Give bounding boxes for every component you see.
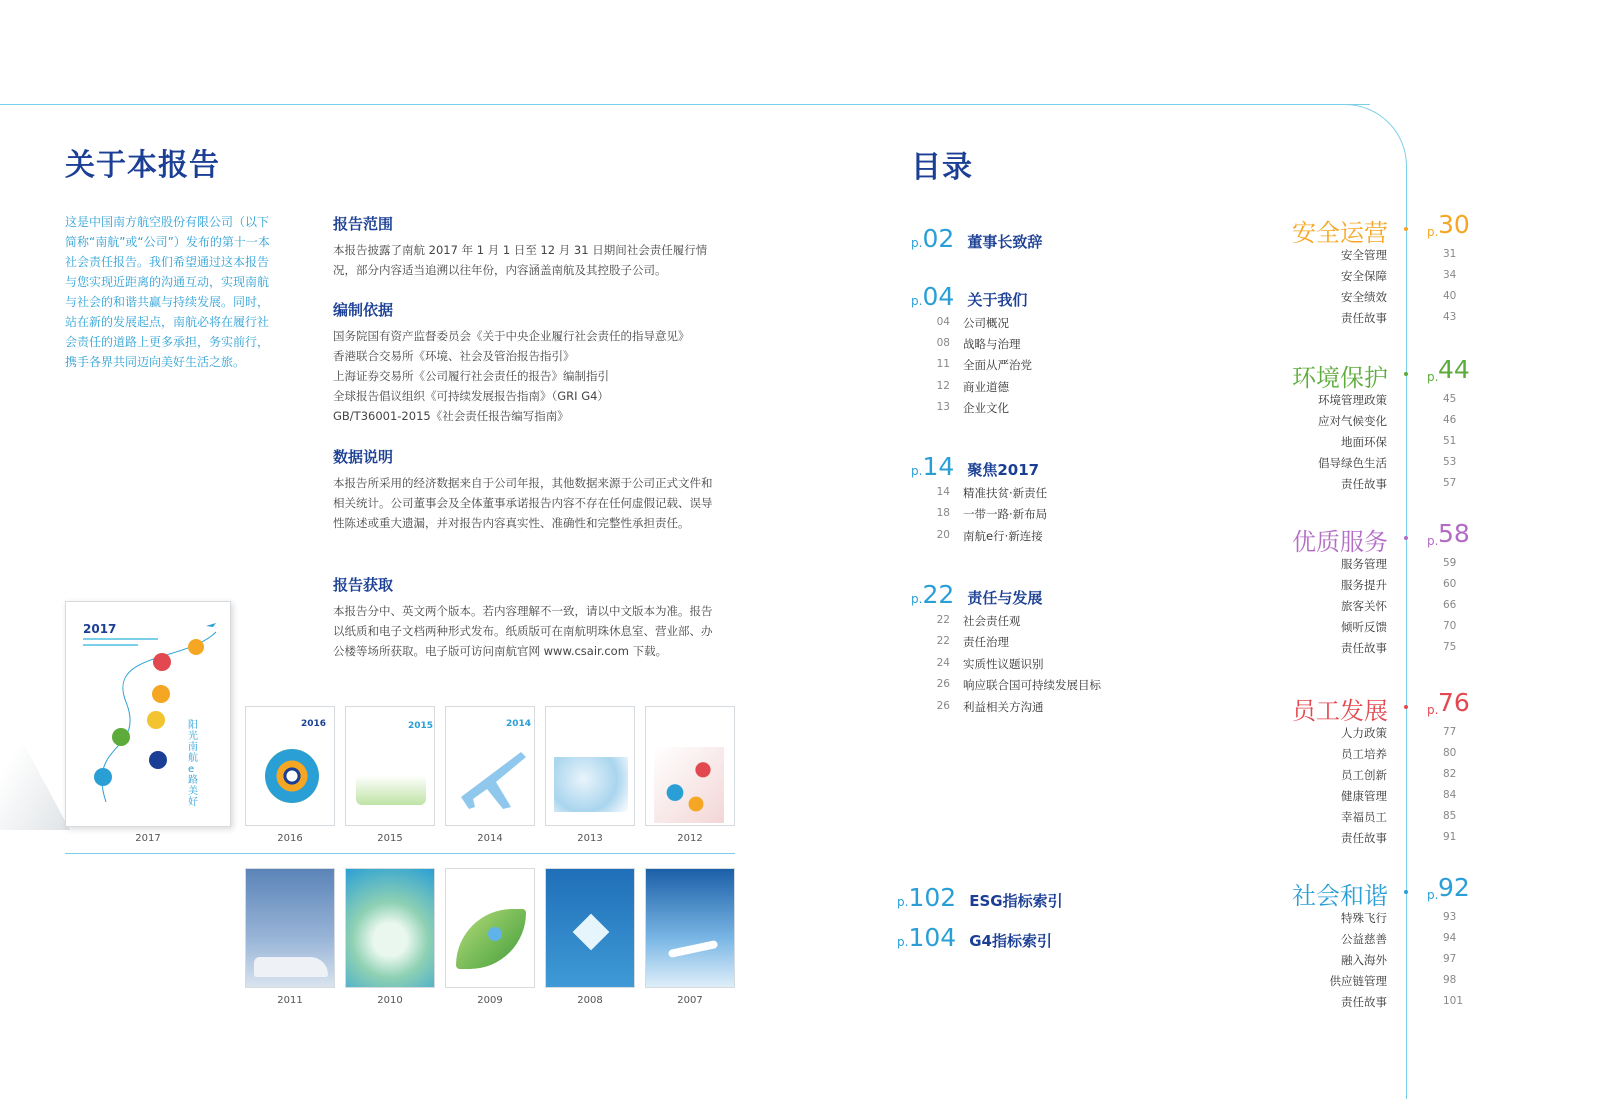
- toc-sub-number: 18: [936, 507, 950, 519]
- cover-year: 2014: [477, 833, 503, 844]
- about-title: 关于本报告: [65, 148, 220, 183]
- category-item-page: 93: [1443, 911, 1457, 923]
- category-item-page: 70: [1443, 620, 1457, 632]
- cover-sun-wheel: [265, 749, 319, 803]
- cover-year: 2007: [677, 995, 703, 1006]
- category-item[interactable]: 安全管理: [1341, 248, 1387, 262]
- cover-year: 2017: [135, 833, 161, 844]
- toc-sub-number: 20: [936, 529, 950, 541]
- toc-page-prefix: p.: [897, 935, 909, 949]
- cover-crystal: [573, 914, 610, 951]
- category-item[interactable]: 服务提升: [1341, 578, 1387, 592]
- category-item-page: 51: [1443, 435, 1457, 447]
- toc-page-prefix: p.: [911, 294, 923, 308]
- toc-page-prefix: p.: [911, 464, 923, 478]
- category-page-number: 58: [1438, 519, 1470, 548]
- category-item-page: 98: [1443, 974, 1457, 986]
- toc-entry-responsibility[interactable]: [911, 580, 1042, 609]
- category-item-page: 34: [1443, 269, 1457, 281]
- frame-top-line: [0, 104, 1370, 105]
- toc-entry-chairman[interactable]: [911, 224, 1042, 253]
- toc-page-prefix: p.: [911, 236, 923, 250]
- cover-year: 2009: [477, 995, 503, 1006]
- category-item-page: 85: [1443, 810, 1457, 822]
- category-item-page: 66: [1443, 599, 1457, 611]
- cover-aircraft: [254, 957, 328, 977]
- category-item-page: 91: [1443, 831, 1457, 843]
- frame-right-line: [1406, 165, 1407, 1099]
- toc-entry-title: ESG指标索引: [969, 892, 1063, 910]
- toc-entry-title: 聚焦2017: [967, 461, 1040, 479]
- cover-2009: [445, 868, 535, 988]
- toc-sub-number: 22: [936, 614, 950, 626]
- cover-year: 2015: [377, 833, 403, 844]
- cover-2013: [545, 706, 635, 826]
- category-page-number: 44: [1438, 355, 1470, 384]
- cover-plane: [668, 940, 719, 958]
- toc-sub-number: 13: [936, 401, 950, 413]
- category-dot: [1404, 227, 1408, 231]
- cover-2008: [545, 868, 635, 988]
- cover-year-label: 2016: [300, 719, 326, 729]
- category-page-number: 92: [1438, 873, 1470, 902]
- category-dot: [1404, 372, 1408, 376]
- section-heading: 报告范围: [333, 215, 394, 233]
- cover-year: 2011: [277, 995, 303, 1006]
- category-page-number: 30: [1438, 210, 1470, 239]
- cover-2016: [245, 706, 335, 826]
- cover-sky-illustration: [554, 757, 628, 812]
- category-title[interactable]: 安全运营: [1292, 219, 1388, 247]
- category-item[interactable]: 人力政策: [1341, 726, 1387, 740]
- toc-sub-title[interactable]: 实质性议题识别: [963, 657, 1044, 671]
- category-title[interactable]: 优质服务: [1292, 528, 1388, 556]
- toc-sub-title[interactable]: 商业道德: [963, 380, 1009, 394]
- toc-sub-title[interactable]: 社会责任观: [963, 614, 1021, 628]
- toc-sub-number: 22: [936, 635, 950, 647]
- toc-page-number: 104: [908, 923, 957, 952]
- toc-sub-number: 26: [936, 700, 950, 712]
- category-dot: [1404, 536, 1408, 540]
- toc-page-number: 102: [908, 883, 957, 912]
- cover-2014: [445, 706, 535, 826]
- category-item-page: 43: [1443, 311, 1457, 323]
- category-item-page: 80: [1443, 747, 1457, 759]
- cover-2012: [645, 706, 735, 826]
- category-item[interactable]: 环境管理政策: [1318, 393, 1387, 407]
- basis-line: 全球报告倡议组织《可持续发展报告指南》（GRI G4）: [333, 389, 609, 403]
- toc-sub-number: 11: [936, 358, 950, 370]
- toc-sub-title[interactable]: 全面从严治党: [963, 358, 1032, 372]
- category-item-page: 57: [1443, 477, 1457, 489]
- cover-year: 2016: [277, 833, 303, 844]
- category-item-page: 40: [1443, 290, 1457, 302]
- category-page-prefix: p.: [1427, 534, 1439, 548]
- category-item-page: 59: [1443, 557, 1457, 569]
- category-item[interactable]: 应对气候变化: [1318, 414, 1387, 428]
- toc-sub-number: 04: [936, 316, 950, 328]
- toc-sub-number: 26: [936, 678, 950, 690]
- toc-page-prefix: p.: [897, 895, 909, 909]
- cover-year-label: 2014: [506, 719, 532, 729]
- toc-entry-esg-index[interactable]: [897, 883, 1063, 912]
- about-intro: 这是中国南方航空股份有限公司（以下简称“南航”或“公司”）发布的第十一本社会责任报告。我们希望通过这本报告与您实现近距离的沟通互动，实现南航与社会的和谐共赢与持续发展。同时，站在新的发展起点，南航必将在履行社会责任的道路上更多承担，务实前行，携手各界共同迈向美好生活之旅。: [65, 215, 270, 369]
- category-item-page: 60: [1443, 578, 1457, 590]
- category-item-page: 84: [1443, 789, 1457, 801]
- cover-2017-large: [65, 601, 231, 827]
- cover-illustration: [66, 602, 231, 827]
- section-heading: 数据说明: [333, 448, 394, 466]
- toc-entry-focus-2017[interactable]: [911, 452, 1039, 481]
- category-item[interactable]: 安全保障: [1341, 269, 1387, 283]
- category-item-page: 94: [1443, 932, 1457, 944]
- category-item-page: 82: [1443, 768, 1457, 780]
- category-item-page: 46: [1443, 414, 1457, 426]
- category-item[interactable]: 责任故事: [1341, 477, 1387, 491]
- cover-year: 2012: [677, 833, 703, 844]
- cover-year-label: 2017: [83, 622, 117, 636]
- toc-sub-number: 12: [936, 380, 950, 392]
- toc-page-number: 02: [922, 224, 955, 253]
- cover-plane-illustration: [451, 737, 531, 817]
- category-page-prefix: p.: [1427, 888, 1439, 902]
- toc-entry-about-us[interactable]: [911, 282, 1027, 311]
- section-access: [333, 574, 718, 661]
- basis-line: 香港联合交易所《环境、社会及管治报告指引》: [333, 349, 575, 363]
- frame-corner-curve: [1345, 104, 1407, 166]
- category-item[interactable]: 倾听反馈: [1341, 620, 1387, 634]
- category-item[interactable]: 幸福员工: [1341, 810, 1387, 824]
- cover-mosaic-illustration: [654, 747, 724, 823]
- toc-page-number: 22: [922, 580, 955, 609]
- category-item[interactable]: 供应链管理: [1329, 974, 1387, 988]
- cover-vertical-text: 阳光南航 e路美好: [188, 720, 198, 808]
- cover-landscape: [356, 775, 426, 805]
- category-item[interactable]: 责任故事: [1341, 641, 1387, 655]
- category-item-page: 53: [1443, 456, 1457, 468]
- covers-separator: [65, 853, 735, 854]
- category-title[interactable]: 员工发展: [1292, 697, 1388, 725]
- category-item[interactable]: 责任故事: [1341, 831, 1387, 845]
- toc-sub-title[interactable]: 一带一路·新布局: [963, 507, 1048, 521]
- basis-line: GB/T36001-2015《社会责任报告编写指南》: [333, 409, 569, 423]
- toc-sub-title[interactable]: 责任治理: [963, 635, 1009, 649]
- category-item[interactable]: 健康管理: [1341, 789, 1387, 803]
- toc-sub-title[interactable]: 响应联合国可持续发展目标: [963, 678, 1101, 692]
- cover-year: 2008: [577, 995, 603, 1006]
- category-item[interactable]: 安全绩效: [1341, 290, 1387, 304]
- category-item[interactable]: 特殊飞行: [1341, 911, 1387, 925]
- toc-page-prefix: p.: [911, 592, 923, 606]
- category-item-page: 97: [1443, 953, 1457, 965]
- category-item[interactable]: 员工培养: [1341, 747, 1387, 761]
- section-text: 本报告分中、英文两个版本。若内容理解不一致，请以中文版本为准。报告以纸质和电子文档两种形式发布。纸质版可在南航明珠休息室、营业部、办公楼等场所获取。电子版可访问南航官网 www.csair.com 下载。: [333, 604, 713, 658]
- toc-sub-title[interactable]: 战略与治理: [963, 337, 1021, 351]
- section-heading: 报告获取: [333, 576, 394, 594]
- category-page-prefix: p.: [1427, 225, 1439, 239]
- cover-2011: [245, 868, 335, 988]
- section-heading: 编制依据: [333, 301, 394, 319]
- category-item-page: 75: [1443, 641, 1457, 653]
- basis-line: 上海证券交易所《公司履行社会责任的报告》编制指引: [333, 369, 609, 383]
- category-page-prefix: p.: [1427, 703, 1439, 717]
- category-title[interactable]: 社会和谐: [1292, 882, 1388, 910]
- page-corner-shadow: [0, 700, 70, 830]
- section-lines: [333, 326, 718, 426]
- toc-sub-title[interactable]: 企业文化: [963, 401, 1009, 415]
- category-page-prefix: p.: [1427, 370, 1439, 384]
- cover-year: 2010: [377, 995, 403, 1006]
- category-item-page: 45: [1443, 393, 1457, 405]
- section-text: 本报告所采用的经济数据来自于公司年报，其他数据来源于公司正式文件和相关统计。公司董事会及全体董事承诺报告内容不存在任何虚假记载、误导性陈述或重大遗漏，并对报告内容真实性、准确性和完整性承担责任。: [333, 476, 713, 530]
- cover-year: 2013: [577, 833, 603, 844]
- toc-entry-title: 责任与发展: [967, 589, 1043, 607]
- toc-sub-number: 08: [936, 337, 950, 349]
- section-scope: [333, 213, 718, 280]
- toc-sub-title[interactable]: 公司概况: [963, 316, 1009, 330]
- category-item-page: 31: [1443, 248, 1457, 260]
- category-item[interactable]: 倡导绿色生活: [1318, 456, 1387, 470]
- category-dot: [1404, 890, 1408, 894]
- category-item[interactable]: 公益慈善: [1341, 932, 1387, 946]
- category-item[interactable]: 融入海外: [1341, 953, 1387, 967]
- toc-entry-title: G4指标索引: [969, 932, 1052, 950]
- toc-sub-number: 24: [936, 657, 950, 669]
- cover-2010: [345, 868, 435, 988]
- toc-entry-title: 关于我们: [967, 291, 1028, 309]
- category-item[interactable]: 地面环保: [1341, 435, 1387, 449]
- category-dot: [1404, 705, 1408, 709]
- category-item[interactable]: 服务管理: [1341, 557, 1387, 571]
- category-item-page: 77: [1443, 726, 1457, 738]
- section-text: 本报告披露了南航 2017 年 1 月 1 日至 12 月 31 日期间社会责任履行情况，部分内容适当追溯以往年份，内容涵盖南航及其控股子公司。: [333, 243, 708, 277]
- category-page-number: 76: [1438, 688, 1470, 717]
- cover-year-label: 2015: [408, 721, 434, 731]
- cover-dewdrop: [488, 927, 502, 941]
- toc-sub-number: 14: [936, 486, 950, 498]
- toc-title: 目录: [911, 150, 973, 185]
- category-item[interactable]: 责任故事: [1341, 311, 1387, 325]
- cover-2015: [345, 706, 435, 826]
- toc-page-number: 04: [922, 282, 955, 311]
- toc-entry-title: 董事长致辞: [967, 233, 1043, 251]
- section-data: [333, 446, 718, 533]
- toc-page-number: 14: [922, 452, 955, 481]
- basis-line: 国务院国有资产监督委员会《关于中央企业履行社会责任的指导意见》: [333, 329, 690, 343]
- toc-entry-g4-index[interactable]: [897, 923, 1052, 952]
- category-title[interactable]: 环境保护: [1292, 364, 1388, 392]
- toc-sub-title[interactable]: 利益相关方沟通: [963, 700, 1044, 714]
- category-item-page: 101: [1443, 995, 1464, 1007]
- category-item[interactable]: 旅客关怀: [1341, 599, 1387, 613]
- category-item[interactable]: 员工创新: [1341, 768, 1387, 782]
- section-basis: [333, 299, 718, 426]
- category-item[interactable]: 责任故事: [1341, 995, 1387, 1009]
- cover-2007: [645, 868, 735, 988]
- toc-sub-title[interactable]: 南航e行·新连接: [963, 529, 1043, 543]
- toc-sub-title[interactable]: 精准扶贫·新责任: [963, 486, 1048, 500]
